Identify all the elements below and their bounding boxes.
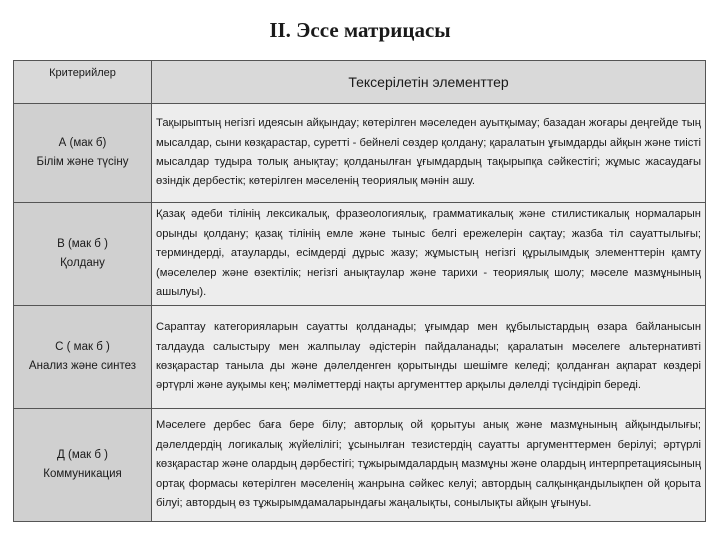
table-header-row (14, 61, 706, 104)
criterion-name: Анализ және синтез (28, 360, 137, 372)
table-row (14, 409, 706, 522)
description-cell: Тақырыптың негізгі идеясын айқындау; көтерілген мәселеден ауытқымау; базадан жоғары деңгейде тың мысалдар, сыни көзқарастар, суретті - бейнелі сөздер қолдану; қаралатын ұғымдарды айқын және тиісті мысалдар тудыра толық анықтау; қолданылған ұғымдардың тақырыпқа сәйкестігі; жұмыс жасаудағы өзіндік дербестік; көтерілген мәселенің теориялық мәнін ашу. (152, 104, 706, 203)
criterion-name: Коммуникация (43, 468, 122, 480)
header-elements: Тексерілетін элементтер (152, 61, 706, 104)
criterion-cell (14, 203, 152, 306)
description-cell: Сараптау категорияларын сауатты қолданады; ұғымдар мен құбылыстардың өзара байланысын талдауда салыстыру мен жалпылау әдістерін пайдаланады; қаралатын мәселеге альтернативті көзқарастар таныла ды және дәлелденген қорытынды шешімге келеді; қолданған ақпарат көздері әртүрлі және ауқымы кең; мәліметтерді нақты аргументтер арқылы дәлелді түсіндіріп береді. (152, 306, 706, 409)
criterion-code: В (мак б ) (57, 238, 108, 250)
criterion-cell (14, 306, 152, 409)
criterion-cell (14, 104, 152, 203)
description-cell: Қазақ әдеби тілінің лексикалық, фразеологиялық, грамматикалық және стилистикалық нормаларын орынды қолдану; қазақ тілінің емле және тыныс белгі ережелерін сақтау; жазба тіл сауаттылығы; терминдерді, атауларды, есімдерді дұрыс жазу; жұмыстың негізгі құрылымдық элементтерін қамту (мәселелер және өзектілік; негізгі анықтаулар және тарихи - теориялық шолу; мәселе мазмұнының ашылуы). (152, 203, 706, 306)
criterion-code: Д (мак б ) (57, 449, 108, 461)
description-cell: Мәселеге дербес баға бере білу; авторлық ой қорытуы анық және мазмұнының айқындылығы; дәлелдердің логикалық жүйелілігі; ұсынылған тезистердің сауатты аргументтермен берілуі; әртүрлі көзқарастар және олардың дәрбестігі; тұжырымдалардың мазмұны және олардың интерпретациясының ортақ формасы көтерілген мәселенің жанрына сәйкес келуі; автордың салқынқандылықпен ой қорыта білуі; автордың өз тұжырымдамаларындағы жаңалықты, сонылықты айқын ұғынуы. (152, 409, 706, 522)
criterion-name: Білім және түсіну (36, 156, 129, 168)
criterion-name: Қолдану (60, 257, 105, 269)
header-criteria: Критерийлер (14, 61, 152, 104)
criterion-code: С ( мак б ) (55, 341, 110, 353)
criterion-cell (14, 409, 152, 522)
criterion-code: А (мак б) (58, 137, 107, 149)
table-row (14, 104, 706, 203)
page-title: II. Эссе матрицасы (269, 18, 451, 42)
table-row (14, 203, 706, 306)
essay-matrix-table (13, 60, 706, 522)
table-row (14, 306, 706, 409)
